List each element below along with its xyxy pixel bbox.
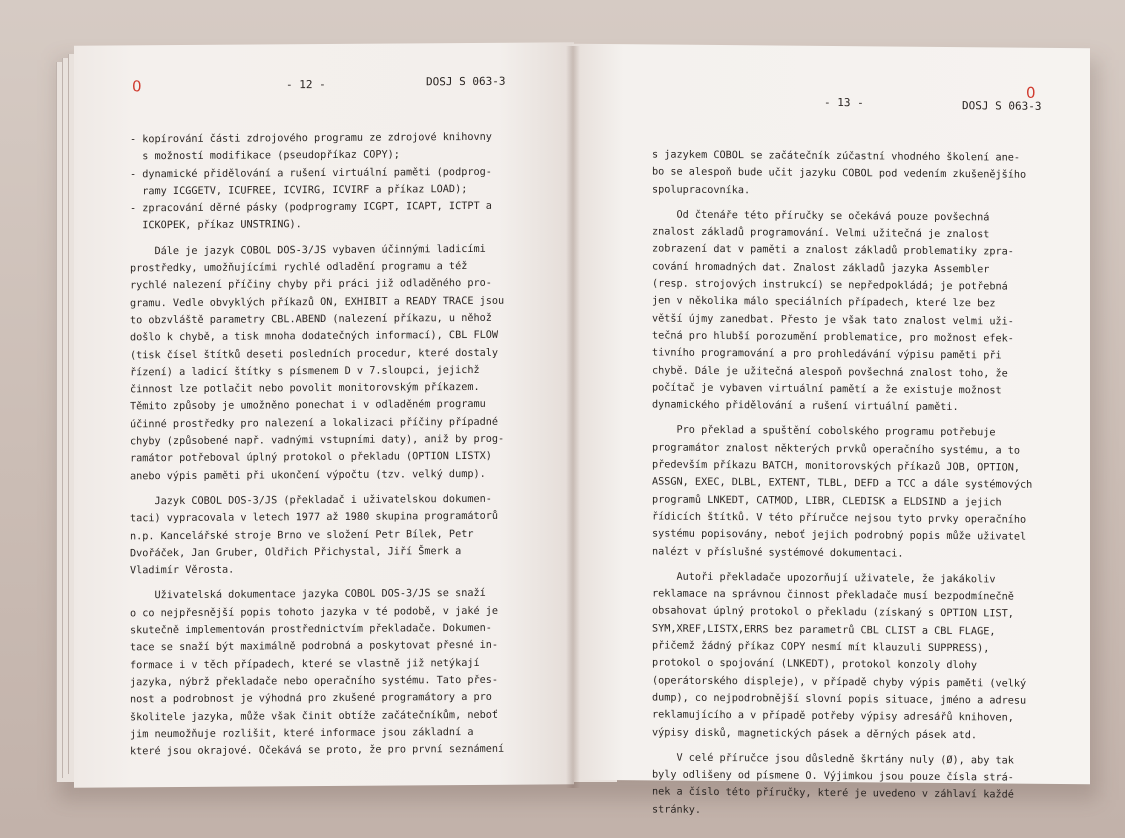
page-number: - 13 - — [824, 95, 864, 110]
document-code: DOSJ S 063-3 — [962, 99, 1042, 113]
red-circle-mark: 0 — [1026, 83, 1036, 102]
paragraph: s jazykem COBOL se začátečník zúčastní vhodného školení ane- bo se alespoň bude učit jazyku COBOL pod vedením zkušenějšího spolupracovníka. — [652, 149, 1027, 196]
paragraph: Pro překlad a spuštění cobolského programu potřebuje programátor znalost některých prvků operačního systému, a to především příkazu BATCH, monitorovských příkazů JOB, OPTION, ASSGN, EXEC, DLBL, EXTENT, TLBL, DEFD a TCC a dále systémových programů LNKEDT, CATMOD, LIBR, CLEDISK a ELDSIND a jejich řídicích štítků. V této příručce nejsou tyto prvky operačního systému popisovány, neboť jejich podrobný popis může uživatel nalézt v příslušné systémové dokumentaci. — [652, 425, 1033, 560]
book-gutter — [566, 46, 580, 788]
left-page — [74, 42, 574, 787]
right-page — [572, 44, 1090, 816]
paragraph: V celé příručce jsou důsledně škrtány nuly (Ø), aby tak byly odlišeny od písmene O. Výjimkou jsou pouze čísla strá- nek a číslo této příručky, které je uvedeno v záhlaví každé stránky. — [652, 752, 1014, 816]
page-text — [130, 128, 550, 768]
page-text — [652, 146, 1062, 830]
page-number: - 12 - — [286, 77, 326, 92]
paragraph: Od čtenáře této příručky se očekává pouze povšechná znalost základů programování. Velmi užitečná je znalost zobrazení dat v paměti a znalost základů problematiky zpra- cování hromadných dat. Znalost základů jazyka Assembler (resp. strojových instrukcí) se nepředpokládá; je potřebná jen v několika málo speciálních případech, které lze bez větší újmy zanedbat. Přesto je však tato znalost velmi uži- tečná pro hlubší porozumění problematice, pro možnost efek- tivního programování a pro prohledávání výpisu paměti při chybě. Dále je užitečná alespoň povšechná znalost toho, že počítač je vybaven virtuální pamětí a že existuje možnost dynamického přidělování a rušení virtuální paměti. — [652, 209, 1014, 414]
document-code: DOSJ S 063-3 — [426, 74, 506, 89]
paragraph: Jazyk COBOL DOS-3/JS (překladač i uživatelskou dokumen- taci) vypracovala v letech 1977 až 1980 skupina programátorů n.p. Kancelářské stroje Brno ve složení Petr Bílek, Petr Dvořáček, Jan Gruber, Oldřich Přichystal, Jiří Šmerk a Vladimír Věrosta. — [130, 493, 499, 577]
paragraph: Uživatelská dokumentace jazyka COBOL DOS-3/JS se snaží o co nejpřesnější popis tohoto jazyka v té podobě, v jaké je skutečně implementován prostřednictvím překladače. Dokumen- tace se snaží být maximálně podrobná a poskytovat přesné in- formace i v těch případech, které se vlastně již netýkají jazyka, nýbrž překladače nebo operačního systému. Tato přes- nost a podrobnost je výhodná pro zkušené programátory a pro školitele jazyka, může však činit obtíže začátečníkům, neboť jim neumožňuje rozlišit, které informace jsou základní a které jsou okrajové. Očekává se proto, že pro první seznámení — [130, 588, 505, 758]
paragraph: Dále je jazyk COBOL DOS-3/JS vybaven účinnými ladicími prostředky, umožňujícími rychlé odladění programu a též rychlé nalezení příčiny chyby při práci již odladěného pro- gramu. Vedle obvyklých příkazů ON, EXHIBIT a READY TRACE jsou to obzvláště parametry CBL.ABEND (nalezení příkazu, u něhož došlo k chybě, a tisk mnoha dodatečných informací), CBL FLOW (tisk čísel štítků deseti posledních procedur, které dostaly řízení) a ladicí štítky s písmenem D v 7.sloupci, jejichž činnost lze potlačit nebo povolit monitorovským příkazem. Těmito způsoby je umožněno ponechat i v odladěném programu účinné prostředky pro nalezení a lokalizaci příčiny případné chyby (způsobené např. vadnými vstupními daty), aniž by prog- ramátor potřeboval úplný protokol o překladu (OPTION LISTX) anebo výpis paměti při ukončení výpočtu (tzv. velký dump). — [130, 243, 505, 482]
paragraph: Autoři překladače upozorňují uživatele, že jakákoliv reklamace na správnou činnost překladače musí bezpodmínečně obsahovat úplný protokol o překladu (získaný s OPTION LIST, SYM,XREF,LISTX,ERRS bez parametrů CBL CLIST a CBL FLAGE, přičemž žádný příkaz COPY nesmí mít klauzuli SUPPRESS), protokol o spojování (LNKEDT), protokol konzoly dlohy (operátorského displeje), v případě chyby výpis paměti (velký dump), co nejpodrobnější slovní popis situace, jméno a adresu reklamujícího a v případě potřeby výpisy adresářů knihoven, výpisy disků, magnetických pásek a děrných pásek atd. — [652, 571, 1027, 741]
red-circle-mark: 0 — [132, 77, 142, 96]
bullet-list: - kopírování části zdrojového programu ze zdrojové knihovny s možností modifikace (pseudopříkaz COPY); - dynamické přidělování a rušení virtuální paměti (podprog- ramy ICGGETV, ICUFREE, ICVIRG, ICVIRF a příkaz LOAD); - zpracování děrné pásky (podprogramy ICGPT, ICAPT, ICTPT a ICKOPEK, příkaz UNSTRING). — [130, 131, 492, 232]
